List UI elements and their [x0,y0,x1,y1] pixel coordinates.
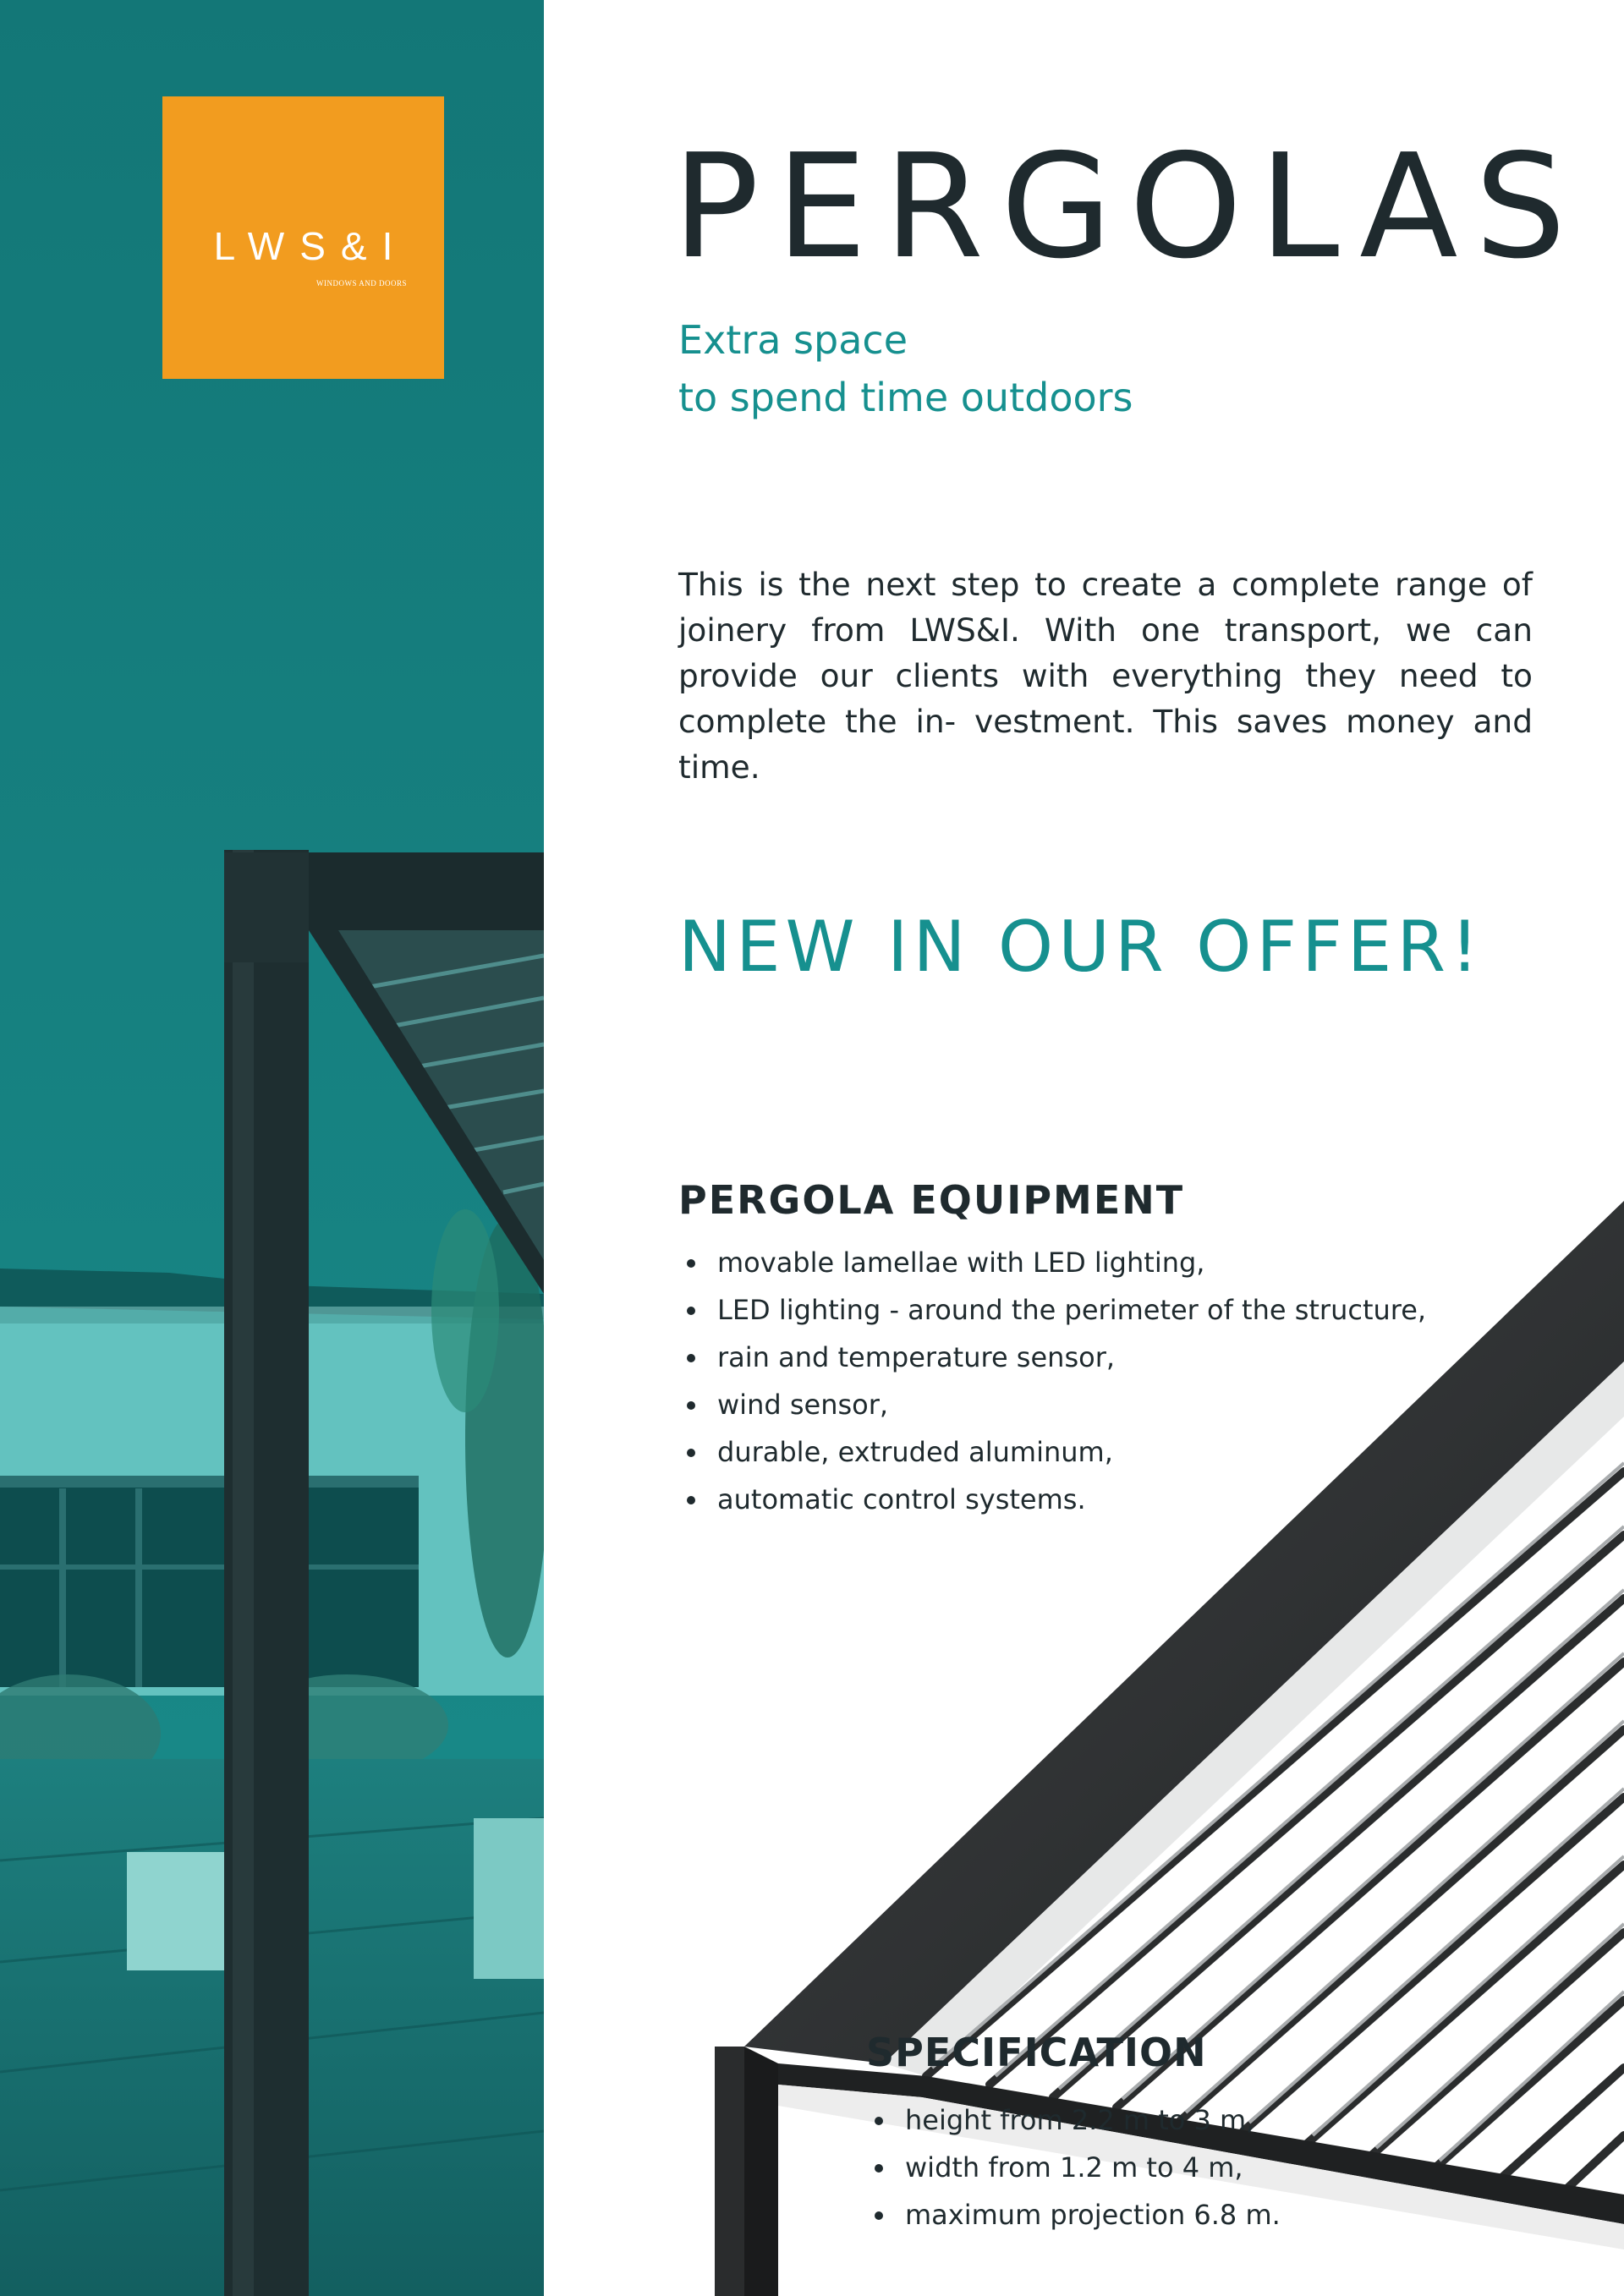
specification-heading: SPECIFICATION [866,2030,1207,2075]
intro-paragraph: This is the next step to create a complete range of joinery from LWS&I. With one transport, we can provide our clients with everything they need to complete the in- vestment. This saves money and time. [678,566,1533,786]
list-item: LED lighting - around the perimeter of the structure, [678,1286,1426,1334]
list-item: wind sensor, [678,1381,1426,1428]
new-offer-heading: NEW IN OUR OFFER! [678,906,1484,988]
logo-subtext: WINDOWS AND DOORS [316,279,407,288]
specification-list [866,2096,1281,2238]
list-item: height from 2.2 m to 3 m, [866,2096,1281,2144]
list-item: maximum projection 6.8 m. [866,2191,1281,2238]
hero-photo-panel [0,0,544,2296]
brand-logo [162,96,444,379]
subtitle [678,311,1186,426]
list-item: durable, extruded aluminum, [678,1428,1426,1476]
subtitle-line-1: Extra space [678,317,908,363]
page-title: PERGOLAS [672,123,1583,291]
subtitle-line-2: to spend time outdoors [678,375,1133,420]
list-item: width from 1.2 m to 4 m, [866,2144,1281,2191]
logo-text: LWS&I [213,224,409,268]
list-item: movable lamellae with LED lighting, [678,1239,1426,1286]
list-item: automatic control systems. [678,1476,1426,1523]
list-item: rain and temperature sensor, [678,1334,1426,1381]
equipment-list [678,1239,1426,1523]
equipment-heading: PERGOLA EQUIPMENT [678,1177,1185,1223]
